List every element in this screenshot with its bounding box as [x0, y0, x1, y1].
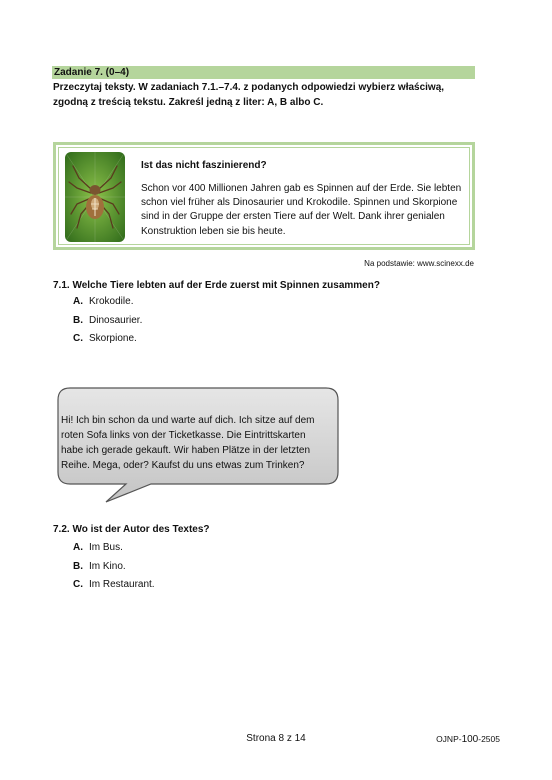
option-b[interactable]	[73, 558, 155, 577]
option-text: Dinosaurier.	[89, 314, 143, 326]
option-b[interactable]	[73, 312, 142, 331]
option-text: Skorpione.	[89, 333, 137, 344]
option-text: Im Bus.	[89, 542, 123, 553]
article-body	[141, 182, 471, 239]
question-7-1-options	[73, 293, 142, 349]
option-text: Krokodile.	[89, 296, 134, 307]
article-line: Konstruktion leben sie bis heute.	[141, 225, 286, 237]
option-a[interactable]	[73, 293, 142, 312]
article-box	[53, 142, 475, 250]
spider-illustration	[65, 152, 125, 242]
page-number: Strona 8 z 14	[246, 733, 306, 744]
bubble-line: habe ich gerade gekauft. Wir haben Plätze in der letzten	[61, 445, 311, 456]
instruction-line: Przeczytaj teksty. W zadaniach 7.1.–7.4. z podanych odpowiedzi wybierz właściwą,	[53, 82, 445, 93]
option-letter: C.	[73, 579, 83, 590]
question-7-1: 7.1. Welche Tiere lebten auf der Erde zuerst mit Spinnen zusammen?	[53, 280, 380, 291]
option-a[interactable]	[73, 539, 155, 558]
bubble-line: Hi! Ich bin schon da und warte auf dich. Ich sitze auf dem	[61, 415, 315, 426]
question-7-2: 7.2. Wo ist der Autor des Textes?	[53, 524, 210, 535]
option-text: Im Kino.	[89, 560, 126, 572]
article-source: Na podstawie: www.scinexx.de	[364, 259, 474, 268]
article-line: schon viel früher als Dinosaurier und Krokodile. Spinnen und Skorpione	[141, 197, 458, 209]
exam-code-suffix: -2505	[478, 734, 500, 744]
exam-code-prefix: OJNP-	[436, 734, 462, 744]
option-letter: B.	[73, 560, 83, 572]
option-letter: A.	[73, 296, 83, 307]
instruction-line: zgodną z treścią tekstu. Zakreśl jedną z liter: A, B albo C.	[53, 97, 324, 108]
task-instruction	[53, 80, 483, 110]
article-box-inner	[58, 147, 470, 245]
bubble-line: roten Sofa links von der Ticketkasse. Die Eintrittskarten	[61, 430, 306, 441]
option-letter: C.	[73, 333, 83, 344]
exam-code	[436, 734, 500, 745]
spider-photo-icon	[65, 152, 125, 242]
option-letter: B.	[73, 314, 83, 326]
question-7-2-options	[73, 539, 155, 595]
article-title: Ist das nicht faszinierend?	[141, 160, 267, 171]
option-c[interactable]	[73, 330, 142, 349]
article-line: Schon vor 400 Millionen Jahren gab es Spinnen auf der Erde. Sie lebten	[141, 183, 462, 194]
exam-code-main: 100	[461, 734, 479, 745]
option-text: Im Restaurant.	[89, 579, 155, 590]
option-letter: A.	[73, 542, 83, 553]
bubble-line: Reihe. Mega, oder? Kaufst du uns etwas zum Trinken?	[61, 460, 305, 471]
article-line: sind in der Gruppe der ersten Tiere auf der Welt. Dank ihrer genialen	[141, 211, 445, 223]
speech-bubble-text	[61, 413, 331, 473]
option-c[interactable]	[73, 576, 155, 595]
task-header: Zadanie 7. (0–4)	[52, 66, 475, 79]
